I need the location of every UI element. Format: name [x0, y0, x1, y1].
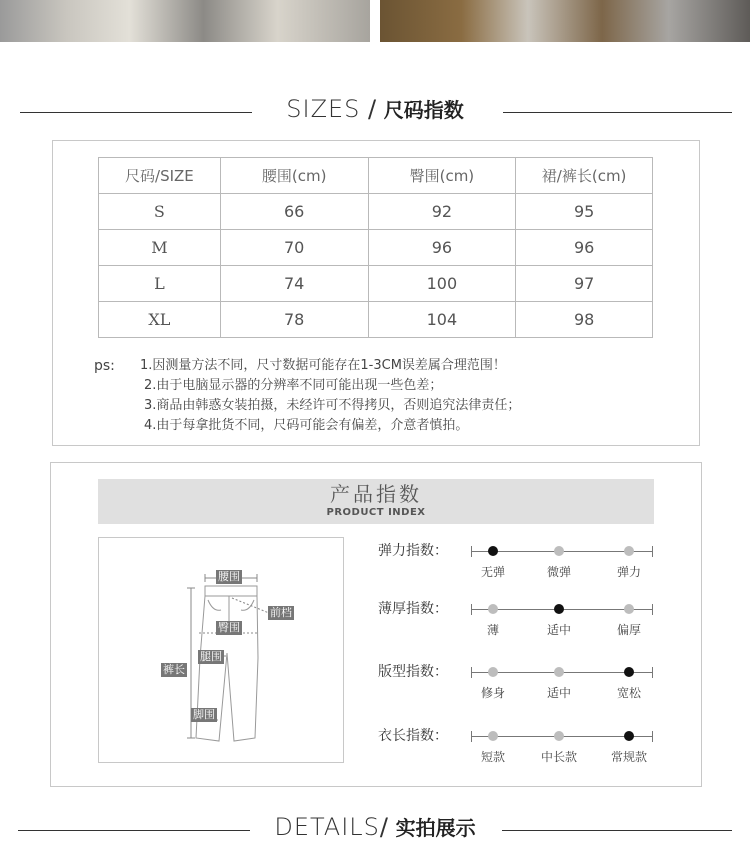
scale-option: 无弹: [480, 565, 505, 579]
notes-prefix: ps:: [94, 358, 115, 374]
sizes-title-en: SIZES: [286, 95, 361, 123]
sizes-section-header: [0, 92, 750, 132]
scale-label: 薄厚指数：: [378, 601, 448, 617]
scale-fit: [378, 662, 658, 702]
scale-dot: [488, 667, 498, 677]
waist-cell: 74: [220, 266, 368, 302]
note-item: 3.商品由韩惑女装拍摄，未经许可不得拷贝，否则追究法律责任；: [144, 398, 521, 413]
product-index-title-en: PRODUCT INDEX: [326, 507, 426, 518]
scale-option: 修身: [480, 686, 505, 700]
front-rise-label: 前档: [270, 606, 292, 619]
scale-dot: [488, 546, 498, 556]
waist-cell: 70: [220, 230, 368, 266]
scale-option: 薄: [486, 623, 499, 637]
scale-option: 宽松: [616, 686, 641, 700]
sizes-title: [0, 94, 750, 123]
column-header-size: 尺码/SIZE: [99, 158, 221, 194]
hip-cell: 96: [368, 230, 516, 266]
scale-option: 微弹: [546, 565, 571, 579]
scale-cap-left: [471, 546, 472, 557]
thigh-measure-label: 腿围: [200, 650, 222, 663]
scale-cap-right: [652, 546, 653, 557]
size-cell: L: [99, 266, 221, 302]
scale-cap-right: [652, 731, 653, 742]
scale-cap-left: [471, 667, 472, 678]
scale-dot: [488, 604, 498, 614]
scale-dot: [554, 731, 564, 741]
hip-measure-label: 臀围: [218, 621, 240, 634]
scale-dot: [624, 667, 634, 677]
waist-cell: 66: [220, 194, 368, 230]
scale-cap-right: [652, 604, 653, 615]
column-header-length: 裙/裤长(cm): [516, 158, 653, 194]
product-index-banner: [98, 479, 654, 524]
scale-dot: [624, 604, 634, 614]
scale-option: 中长款: [540, 750, 577, 764]
length-cell: 98: [516, 302, 653, 338]
scale-option: 适中: [546, 686, 571, 700]
details-title-zh: 实拍展示: [395, 816, 476, 840]
scale-dot: [554, 604, 564, 614]
pants-measurement-diagram: [98, 537, 344, 763]
scale-dot: [624, 731, 634, 741]
table-row: [99, 194, 653, 230]
details-title-sep: /: [379, 813, 396, 841]
scale-option: 适中: [546, 623, 571, 637]
product-photo-left: [0, 0, 370, 42]
size-table: [98, 157, 653, 338]
scale-dot: [624, 546, 634, 556]
details-title: [0, 812, 750, 841]
scale-length: [378, 726, 658, 766]
note-item: 2.由于电脑显示器的分辨率不同可能出现一些色差；: [144, 378, 443, 393]
size-cell: S: [99, 194, 221, 230]
scale-option: 常规款: [610, 750, 647, 764]
scale-cap-left: [471, 731, 472, 742]
scale-cap-left: [471, 604, 472, 615]
hem-measure-label: 脚围: [193, 708, 215, 721]
size-table-header-row: [99, 158, 653, 194]
details-title-en: DETAILS: [274, 813, 380, 841]
scale-option: 偏厚: [616, 623, 641, 637]
waist-cell: 78: [220, 302, 368, 338]
scale-thickness: [378, 599, 658, 639]
scale-dot: [554, 667, 564, 677]
hip-cell: 104: [368, 302, 516, 338]
length-cell: 95: [516, 194, 653, 230]
column-header-waist: 腰围(cm): [220, 158, 368, 194]
size-cell: XL: [99, 302, 221, 338]
scale-elasticity: [378, 541, 658, 581]
size-cell: M: [99, 230, 221, 266]
scale-label: 版型指数：: [378, 664, 448, 680]
length-cell: 97: [516, 266, 653, 302]
scale-label: 弹力指数：: [378, 543, 448, 559]
scale-label: 衣长指数：: [378, 728, 448, 744]
hip-cell: 92: [368, 194, 516, 230]
sizes-title-sep: /: [360, 95, 384, 123]
product-photo-strip: [0, 0, 750, 42]
note-item: 4.由于每拿批货不同，尺码可能会有偏差，介意者慎拍。: [144, 418, 469, 433]
product-photo-right: [380, 0, 750, 42]
hip-cell: 100: [368, 266, 516, 302]
scale-option: 短款: [480, 750, 505, 764]
table-row: [99, 230, 653, 266]
notes-list: [140, 356, 644, 436]
waist-measure-label: 腰围: [218, 570, 240, 583]
details-section-header: [0, 810, 750, 850]
length-cell: 96: [516, 230, 653, 266]
note-item: 1.因测量方法不同，尺寸数据可能存在1-3CM误差属合理范围！: [140, 358, 506, 373]
length-measure-label: 裤长: [163, 663, 185, 676]
column-header-hip: 臀围(cm): [368, 158, 516, 194]
scale-cap-right: [652, 667, 653, 678]
table-row: [99, 302, 653, 338]
scale-dot: [554, 546, 564, 556]
table-row: [99, 266, 653, 302]
scale-dot: [488, 731, 498, 741]
scale-option: 弹力: [616, 565, 641, 579]
product-index-title-zh: 产品指数: [330, 482, 422, 506]
sizes-title-zh: 尺码指数: [383, 98, 464, 122]
